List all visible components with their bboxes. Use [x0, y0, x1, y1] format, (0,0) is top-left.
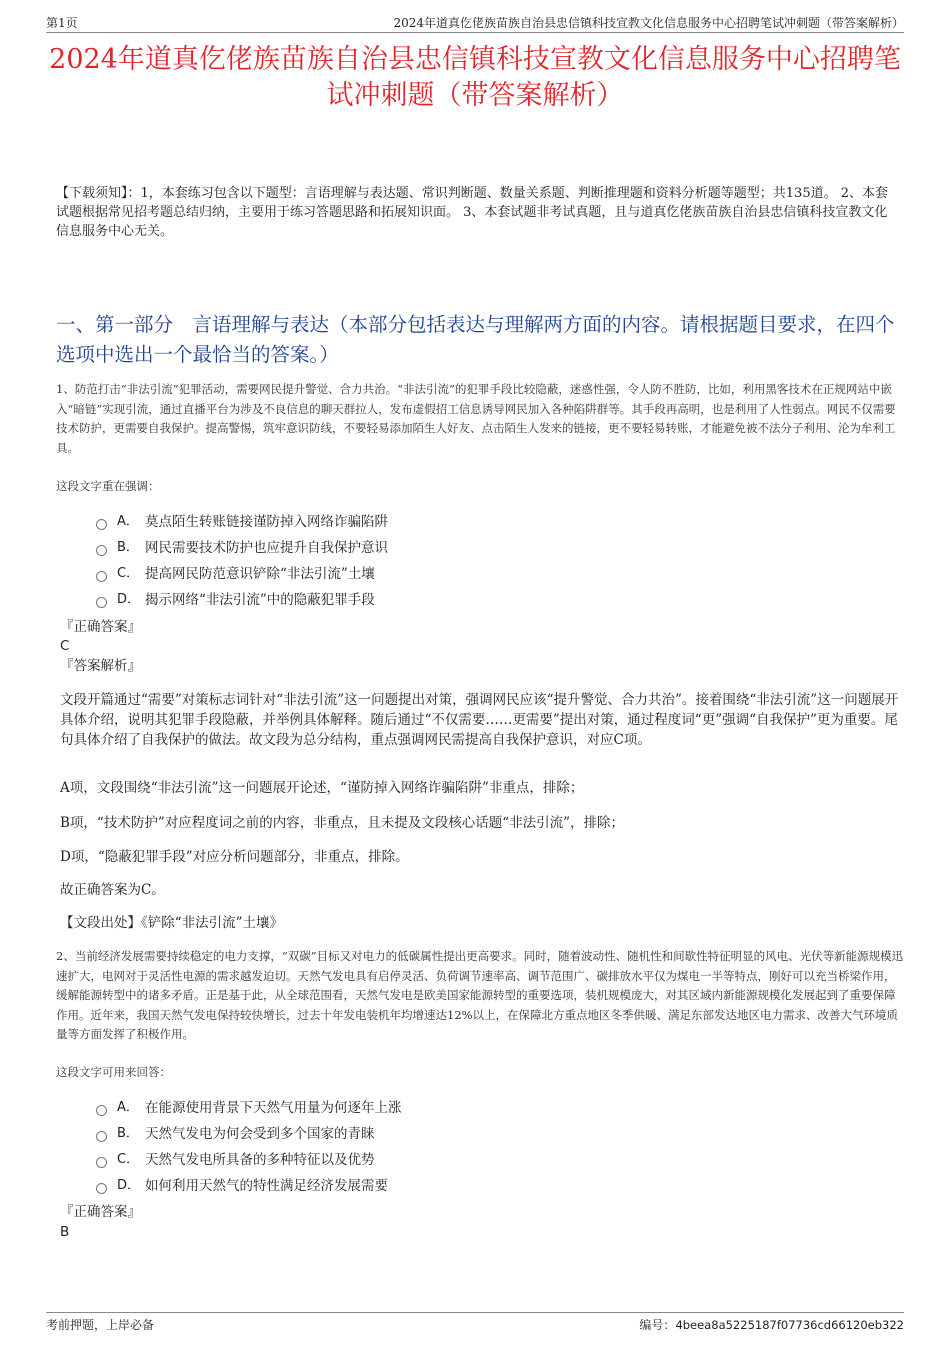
question-2-text: 2、当前经济发展需要持续稳定的电力支撑，“双碳”目标又对电力的低碳属性提出更高要求。同时，随着波动性、随机性和间歇性特征明显的风电、光伏等新能源规模迅速扩大，电网对于灵活性电源的需求越发迫切。天然气发电具有启停灵活、负荷调节速率高、调节范围广、碳排放水平仅为煤电一半等特点，刚好可以充当桥梁作用，缓解能源转型中的诸多矛盾。正是基于此，从全球范围看，天然气发电是欧美国家能源转型的重要选项，装机规模庞大，对其区域内新能源规模化发展起到了重要保障作用。近年来，我国天然气发电保持较快增长，过去十年发电装机年均增速达12%以上，在保障北方重点地区冬季供暖、满足东部发达地区电力需求、改善大气环境质量等方面发挥了积极作用。	[56, 949, 904, 1041]
analysis-conclusion: 故正确答案为C。	[60, 882, 165, 898]
option-a[interactable]: A． 在能源使用背景下天然气用量为何逐年上涨	[96, 1095, 402, 1121]
option-c[interactable]: C． 天然气发电所具备的多种特征以及优势	[96, 1147, 402, 1173]
section-heading: 一、第一部分 言语理解与表达（本部分包括表达与理解两方面的内容。请根据题目要求，在四个选项中选出一个最恰当的答案。）	[56, 313, 895, 366]
option-d[interactable]: D． 揭示网络“非法引流”中的隐蔽犯罪手段	[96, 587, 388, 613]
correct-answer: B	[60, 1224, 70, 1240]
option-b[interactable]: B． 天然气发电为何会受到多个国家的青睐	[96, 1121, 402, 1147]
radio-icon[interactable]	[96, 545, 107, 556]
download-notice: 【下载须知】：1，本套练习包含以下题型：言语理解与表达题、常识判断题、数量关系题、判断推理题和资料分析题等题型；共135道。 2、本套试题根据常见招考题总结归纳，主要用于练习答题思路和拓展知识面。 3、本套试题非考试真题，且与道真仡佬族苗族自治县忠信镇科技宣教文化信息服务中心无关。	[56, 186, 888, 239]
correct-answer-label: 『正确答案』	[60, 1204, 141, 1220]
option-d[interactable]: D． 如何利用天然气的特性满足经济发展需要	[96, 1173, 402, 1199]
option-c[interactable]: C． 提高网民防范意识铲除“非法引流”土壤	[96, 561, 388, 587]
question-2-options	[96, 1095, 402, 1199]
radio-icon[interactable]	[96, 1131, 107, 1142]
footer-slogan: 考前押题，上岸必备	[46, 1318, 155, 1332]
question-1-options	[96, 509, 388, 613]
document-id: 编号：4beea8a5225187f07736cd66120eb322	[639, 1318, 904, 1332]
analysis-option-a: A项，文段围绕“非法引流”这一问题展开论述，“谨防掉入网络诈骗陷阱”非重点，排除；	[60, 780, 584, 796]
radio-icon[interactable]	[96, 519, 107, 530]
radio-icon[interactable]	[96, 1183, 107, 1194]
analysis-option-d: D项，“隐蔽犯罪手段”对应分析问题部分，非重点，排除。	[60, 849, 409, 865]
analysis-label: 『答案解析』	[60, 658, 141, 674]
question-1-text: 1、防范打击“非法引流”犯罪活动，需要网民提升警觉、合力共治。“非法引流”的犯罪手段比较隐蔽，迷惑性强，令人防不胜防，比如，利用黑客技术在正规网站中嵌入“暗链”实现引流，通过直播平台为涉及不良信息的聊天群拉人，发布虚假招工信息诱导网民加入各种陷阱群等。其手段再高明，也是利用了人性弱点。网民不仅需要技术防护，更需要自我保护。提高警惕，筑牢意识防线，不要轻易添加陌生人好友、点击陌生人发来的链接，更不要轻易转账，才能避免被不法分子利用、沦为牟利工具。	[56, 382, 896, 455]
page-footer	[46, 1312, 904, 1332]
option-a[interactable]: A． 莫点陌生转账链接谨防掉入网络诈骗陷阱	[96, 509, 388, 535]
radio-icon[interactable]	[96, 597, 107, 608]
option-b[interactable]: B． 网民需要技术防护也应提升自我保护意识	[96, 535, 388, 561]
correct-answer-label: 『正确答案』	[60, 619, 141, 635]
question-1-stem: 这段文字重在强调：	[56, 479, 160, 493]
radio-icon[interactable]	[96, 571, 107, 582]
document-title: 2024年道真仡佬族苗族自治县忠信镇科技宣教文化信息服务中心招聘笔试冲刺题（带答案解析）	[49, 44, 901, 111]
question-2-stem: 这段文字可用来回答：	[56, 1065, 171, 1079]
correct-answer: C	[60, 638, 70, 654]
analysis-text: 文段开篇通过“需要”对策标志词针对“非法引流”这一问题提出对策，强调网民应该“提升警觉、合力共治”。接着围绕“非法引流”这一问题展开具体介绍，说明其犯罪手段隐蔽，并举例具体解释。随后通过“不仅需要……更需要”提出对策，通过程度词“更”强调“自我保护”更为重要。尾句具体介绍了自我保护的做法。故文段为总分结构，重点强调网民需提高自我保护意识，对应C项。	[60, 692, 899, 748]
text-source: 【文段出处】《铲除“非法引流”土壤》	[60, 915, 284, 931]
analysis-option-b: B项，“技术防护”对应程度词之前的内容，非重点，且未提及文段核心话题“非法引流”，排除；	[60, 815, 625, 831]
page-number: 第1页	[46, 16, 78, 30]
header-doc-title: 2024年道真仡佬族苗族自治县忠信镇科技宣教文化信息服务中心招聘笔试冲刺题（带答案解析）	[393, 16, 904, 30]
radio-icon[interactable]	[96, 1105, 107, 1116]
page-header	[46, 12, 904, 33]
radio-icon[interactable]	[96, 1157, 107, 1168]
